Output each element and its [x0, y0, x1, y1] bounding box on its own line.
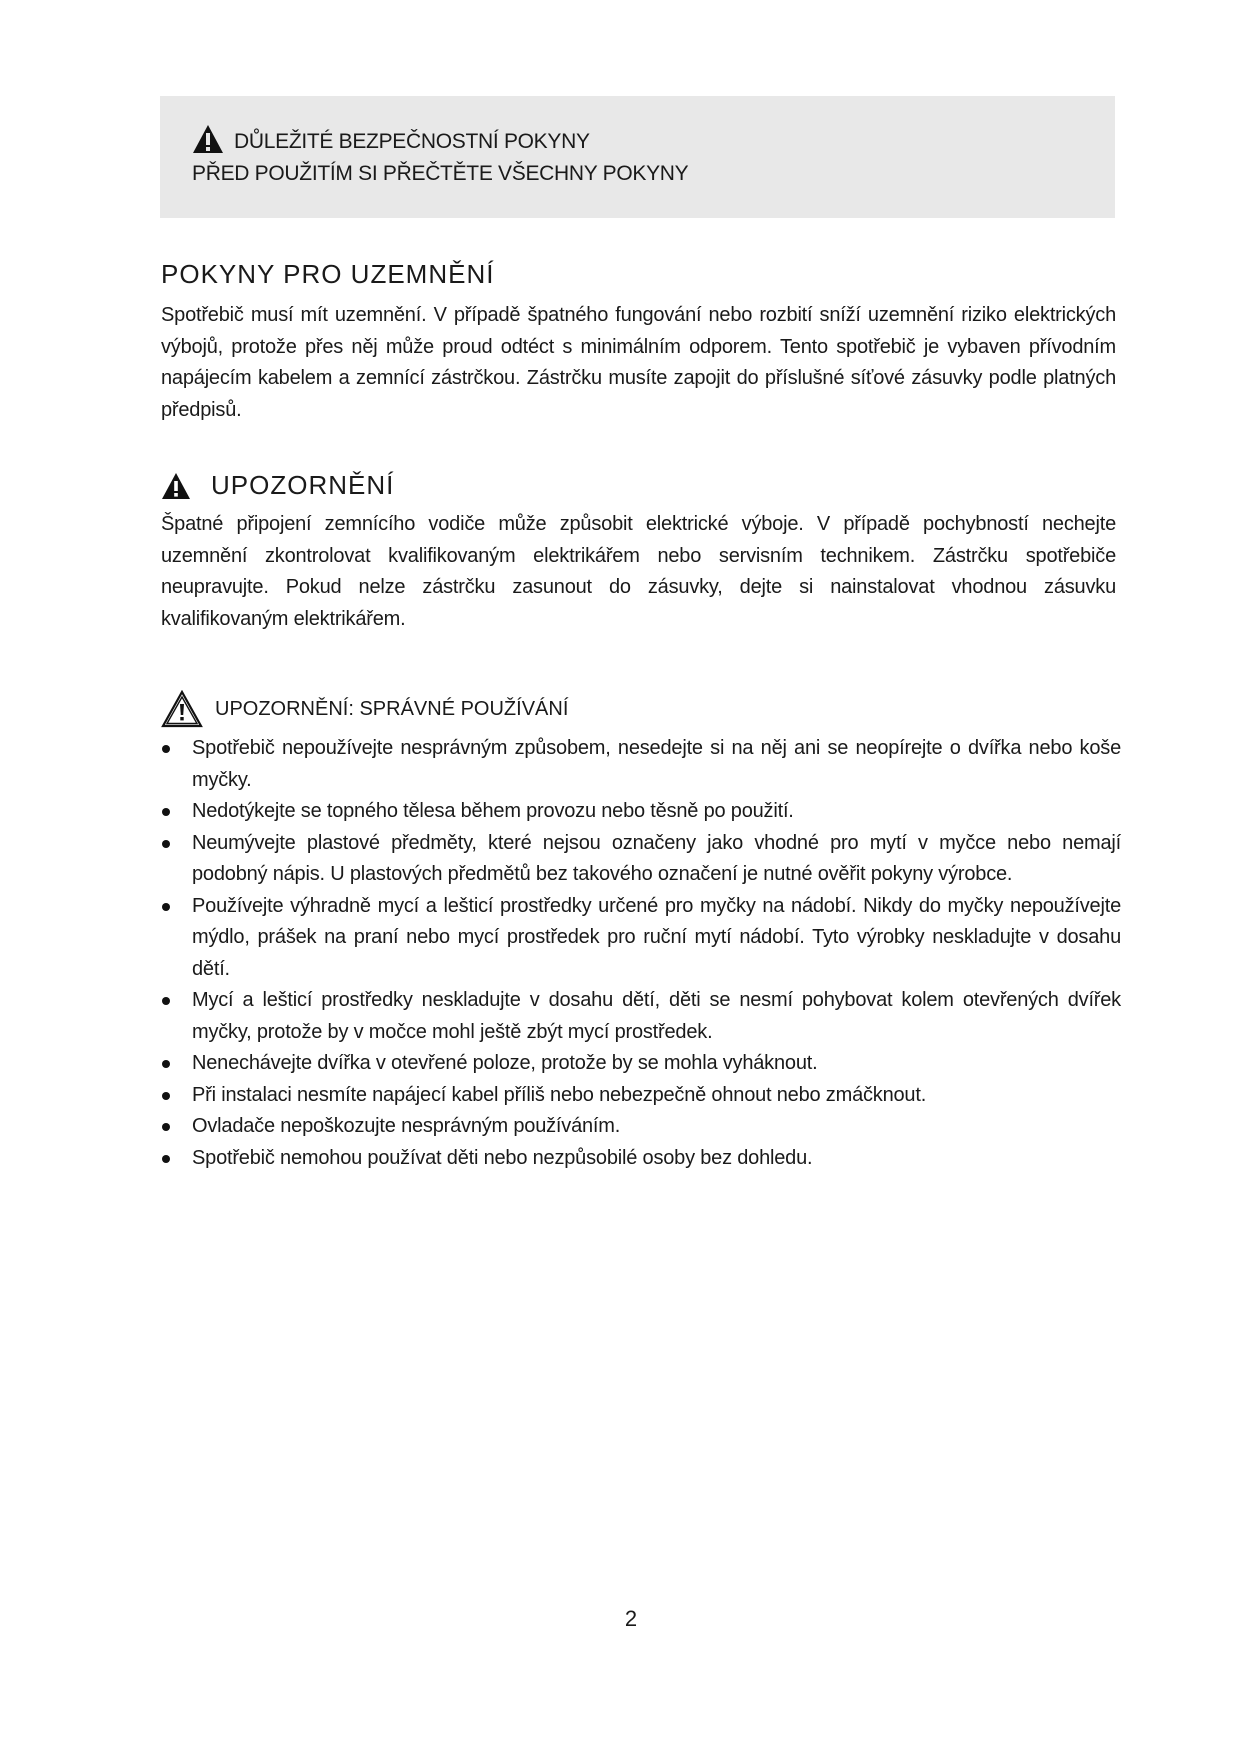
list-item: Používejte výhradně mycí a lešticí prostředky určené pro myčky na nádobí. Nikdy do myčky nepoužívejte mýdlo, prášek na praní nebo mycí prostředek pro ruční mytí nádobí. Tyto výrobky neskladujte v dosahu dětí.: [161, 891, 1121, 986]
bullet-icon: [162, 1155, 170, 1163]
warning-paragraph: Špatné připojení zemnícího vodiče může způsobit elektrické výboje. V případě pochybností nechejte uzemnění zkontrolovat kvalifikovaným elektrikářem nebo servisním technikem. Zástrčku spotřebiče neupravujte. Pokud nelze zástrčku zasunout do zásuvky, dejte si nainstalovat vhodnou zásuvku kvalifikovaným elektrikářem.: [161, 513, 1116, 630]
bullet-icon: [162, 808, 170, 816]
bullet-icon: [162, 745, 170, 753]
warning-heading: [161, 470, 394, 501]
important-safety-header-box: [160, 96, 1115, 218]
list-item: Spotřebič nepoužívejte nesprávným způsobem, nesedejte si na něj ani se neopírejte o dvířka nebo koše myčky.: [161, 733, 1121, 796]
list-item: Nenechávejte dvířka v otevřené poloze, protože by se mohla vyháknout.: [161, 1048, 1121, 1080]
list-item: Spotřebič nemohou používat děti nebo nezpůsobilé osoby bez dohledu.: [161, 1143, 1121, 1175]
warning-title: UPOZORNĚNÍ: [211, 470, 395, 500]
warning-triangle-filled-icon: [192, 124, 224, 154]
list-item: Při instalaci nesmíte napájecí kabel příliš nebo nebezpečně ohnout nebo zmáčknout.: [161, 1080, 1121, 1112]
proper-use-list: [161, 733, 1121, 1174]
proper-use-heading: [161, 690, 568, 728]
header-subtitle: PŘED POUŽITÍM SI PŘEČTĚTE VŠECHNY POKYNY: [192, 162, 689, 185]
grounding-paragraph: Spotřebič musí mít uzemnění. V případě špatného fungování nebo rozbití sníží uzemnění riziko elektrických výbojů, protože přes něj může proud odtéct s minimálním odporem. Tento spotřebič je vybaven přívodním napájecím kabelem a zemnící zástrčkou. Zástrčku musíte zapojit do příslušné síťové zásuvky podle platných předpisů.: [161, 304, 1116, 421]
list-item: Ovladače nepoškozujte nesprávným používáním.: [161, 1111, 1121, 1143]
bullet-icon: [162, 903, 170, 911]
proper-use-title: UPOZORNĚNÍ: SPRÁVNÉ POUŽÍVÁNÍ: [215, 697, 569, 720]
bullet-icon: [162, 1060, 170, 1068]
grounding-heading: POKYNY PRO UZEMNĚNÍ: [161, 259, 495, 289]
header-line-1: [192, 124, 590, 154]
page-number: 2: [624, 1606, 638, 1631]
bullet-icon: [162, 997, 170, 1005]
bullet-icon: [162, 1123, 170, 1131]
bullet-icon: [162, 840, 170, 848]
warning-triangle-filled-icon: [161, 472, 191, 500]
list-item: Nedotýkejte se topného tělesa během provozu nebo těsně po použití.: [161, 796, 1121, 828]
list-item: Neumývejte plastové předměty, které nejsou označeny jako vhodné pro mytí v myčce nebo nemají podobný nápis. U plastových předmětů bez takového označení je nutné ověřit pokyny výrobce.: [161, 828, 1121, 891]
bullet-icon: [162, 1092, 170, 1100]
warning-triangle-outline-icon: [161, 690, 203, 728]
list-item: Mycí a lešticí prostředky neskladujte v dosahu dětí, děti se nesmí pohybovat kolem otevřených dvířek myčky, protože by v močce mohl ještě zbýt mycí prostředek.: [161, 985, 1121, 1048]
header-title: DŮLEŽITÉ BEZPEČNOSTNÍ POKYNY: [234, 130, 590, 153]
